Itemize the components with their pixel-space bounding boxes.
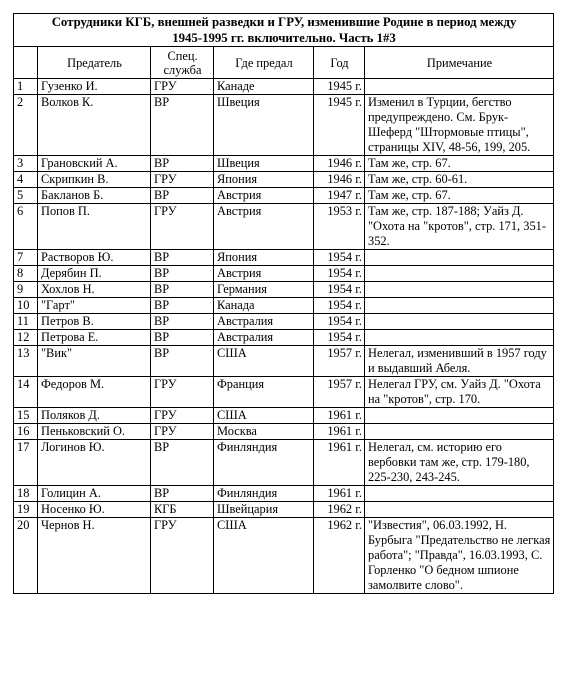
table-row bbox=[14, 204, 554, 250]
table-row bbox=[14, 440, 554, 486]
cell-service: ГРУ bbox=[151, 408, 214, 424]
cell-where: Москва bbox=[214, 424, 314, 440]
cell-year: 1962 г. bbox=[314, 502, 365, 518]
table-row bbox=[14, 95, 554, 156]
cell-number: 15 bbox=[14, 408, 38, 424]
cell-note: Там же, стр. 60-61. bbox=[365, 172, 554, 188]
cell-number: 2 bbox=[14, 95, 38, 156]
header-where: Где предал bbox=[214, 47, 314, 79]
table-title bbox=[14, 14, 554, 47]
cell-note bbox=[365, 250, 554, 266]
header-service-line-1: Спец. bbox=[167, 48, 198, 63]
cell-traitor: "Гарт" bbox=[38, 298, 151, 314]
cell-note bbox=[365, 79, 554, 95]
cell-service: ВР bbox=[151, 486, 214, 502]
table-row bbox=[14, 346, 554, 377]
title-line-1: Сотрудники КГБ, внешней разведки и ГРУ, изменившие Родине в период между bbox=[51, 15, 517, 29]
cell-year: 1953 г. bbox=[314, 204, 365, 250]
cell-number: 20 bbox=[14, 518, 38, 594]
cell-note bbox=[365, 282, 554, 298]
table-body bbox=[14, 79, 554, 594]
cell-service: ГРУ bbox=[151, 172, 214, 188]
table-row bbox=[14, 156, 554, 172]
cell-number: 11 bbox=[14, 314, 38, 330]
cell-number: 19 bbox=[14, 502, 38, 518]
cell-year: 1961 г. bbox=[314, 486, 365, 502]
cell-year: 1954 г. bbox=[314, 314, 365, 330]
table-row bbox=[14, 314, 554, 330]
table-row bbox=[14, 408, 554, 424]
header-service bbox=[151, 47, 214, 79]
cell-service: ВР bbox=[151, 156, 214, 172]
cell-number: 18 bbox=[14, 486, 38, 502]
cell-service: ВР bbox=[151, 282, 214, 298]
table-row bbox=[14, 298, 554, 314]
cell-note: "Известия", 06.03.1992, Н. Бурбыга "Предательство не легкая работа"; "Правда", 16.03.1993, С. Горленко "О бедном шпионе замолвите слово". bbox=[365, 518, 554, 594]
header-traitor: Предатель bbox=[38, 47, 151, 79]
cell-where: Австралия bbox=[214, 330, 314, 346]
cell-service: ВР bbox=[151, 330, 214, 346]
cell-where: Австрия bbox=[214, 204, 314, 250]
table-row bbox=[14, 377, 554, 408]
cell-service: ВР bbox=[151, 250, 214, 266]
cell-where: США bbox=[214, 408, 314, 424]
cell-where: Финляндия bbox=[214, 440, 314, 486]
cell-traitor: Пеньковский О. bbox=[38, 424, 151, 440]
cell-number: 4 bbox=[14, 172, 38, 188]
cell-year: 1947 г. bbox=[314, 188, 365, 204]
cell-service: КГБ bbox=[151, 502, 214, 518]
cell-number: 1 bbox=[14, 79, 38, 95]
cell-where: Япония bbox=[214, 250, 314, 266]
cell-traitor: Чернов Н. bbox=[38, 518, 151, 594]
cell-service: ВР bbox=[151, 314, 214, 330]
table-row bbox=[14, 424, 554, 440]
table-row bbox=[14, 250, 554, 266]
cell-number: 6 bbox=[14, 204, 38, 250]
cell-note: Нелегал ГРУ, см. Уайз Д. "Охота на "кротов", стр. 170. bbox=[365, 377, 554, 408]
table-row bbox=[14, 502, 554, 518]
cell-year: 1954 г. bbox=[314, 282, 365, 298]
cell-service: ГРУ bbox=[151, 424, 214, 440]
cell-service: ГРУ bbox=[151, 204, 214, 250]
cell-year: 1946 г. bbox=[314, 172, 365, 188]
cell-traitor: Поляков Д. bbox=[38, 408, 151, 424]
table-row bbox=[14, 266, 554, 282]
cell-traitor: Петрова Е. bbox=[38, 330, 151, 346]
cell-where: Япония bbox=[214, 172, 314, 188]
cell-number: 8 bbox=[14, 266, 38, 282]
cell-year: 1962 г. bbox=[314, 518, 365, 594]
header-number bbox=[14, 47, 38, 79]
cell-note: Там же, стр. 67. bbox=[365, 156, 554, 172]
cell-number: 9 bbox=[14, 282, 38, 298]
cell-traitor: Носенко Ю. bbox=[38, 502, 151, 518]
cell-where: США bbox=[214, 518, 314, 594]
cell-note bbox=[365, 486, 554, 502]
cell-traitor: Хохлов Н. bbox=[38, 282, 151, 298]
cell-where: Австрия bbox=[214, 188, 314, 204]
cell-number: 12 bbox=[14, 330, 38, 346]
table-row bbox=[14, 79, 554, 95]
cell-traitor: Петров В. bbox=[38, 314, 151, 330]
cell-number: 17 bbox=[14, 440, 38, 486]
cell-service: ВР bbox=[151, 95, 214, 156]
cell-where: Канаде bbox=[214, 79, 314, 95]
title-row bbox=[14, 14, 554, 47]
cell-year: 1961 г. bbox=[314, 408, 365, 424]
cell-where: Швеция bbox=[214, 156, 314, 172]
cell-number: 14 bbox=[14, 377, 38, 408]
header-year: Год bbox=[314, 47, 365, 79]
cell-service: ГРУ bbox=[151, 377, 214, 408]
cell-where: Франция bbox=[214, 377, 314, 408]
table-row bbox=[14, 188, 554, 204]
cell-year: 1946 г. bbox=[314, 156, 365, 172]
cell-note bbox=[365, 330, 554, 346]
cell-where: США bbox=[214, 346, 314, 377]
table-row bbox=[14, 486, 554, 502]
cell-number: 5 bbox=[14, 188, 38, 204]
cell-traitor: Попов П. bbox=[38, 204, 151, 250]
header-service-line-2: служба bbox=[163, 62, 202, 77]
cell-service: ГРУ bbox=[151, 79, 214, 95]
table-row bbox=[14, 172, 554, 188]
table-row bbox=[14, 330, 554, 346]
title-line-2: 1945-1995 гг. включительно. Часть 1#3 bbox=[172, 31, 396, 45]
cell-year: 1954 г. bbox=[314, 250, 365, 266]
cell-number: 13 bbox=[14, 346, 38, 377]
cell-note: Изменил в Турции, бегство предупреждено. См. Брук-Шеферд "Штормовые птицы", страницы XIV, 48-56, 199, 205. bbox=[365, 95, 554, 156]
cell-traitor: "Вик" bbox=[38, 346, 151, 377]
cell-year: 1954 г. bbox=[314, 298, 365, 314]
cell-year: 1954 г. bbox=[314, 330, 365, 346]
cell-where: Канада bbox=[214, 298, 314, 314]
cell-service: ГРУ bbox=[151, 518, 214, 594]
cell-note bbox=[365, 502, 554, 518]
cell-service: ВР bbox=[151, 346, 214, 377]
cell-year: 1954 г. bbox=[314, 266, 365, 282]
cell-note bbox=[365, 424, 554, 440]
cell-year: 1961 г. bbox=[314, 424, 365, 440]
cell-where: Финляндия bbox=[214, 486, 314, 502]
cell-traitor: Скрипкин В. bbox=[38, 172, 151, 188]
cell-traitor: Волков К. bbox=[38, 95, 151, 156]
cell-note: Там же, стр. 187-188; Уайз Д. "Охота на "кротов", стр. 171, 351-352. bbox=[365, 204, 554, 250]
cell-traitor: Бакланов Б. bbox=[38, 188, 151, 204]
table-row bbox=[14, 282, 554, 298]
cell-traitor: Федоров М. bbox=[38, 377, 151, 408]
cell-traitor: Растворов Ю. bbox=[38, 250, 151, 266]
cell-note bbox=[365, 314, 554, 330]
cell-year: 1957 г. bbox=[314, 377, 365, 408]
cell-number: 7 bbox=[14, 250, 38, 266]
cell-year: 1945 г. bbox=[314, 95, 365, 156]
cell-note: Там же, стр. 67. bbox=[365, 188, 554, 204]
table-row bbox=[14, 518, 554, 594]
cell-service: ВР bbox=[151, 298, 214, 314]
cell-traitor: Логинов Ю. bbox=[38, 440, 151, 486]
cell-year: 1945 г. bbox=[314, 79, 365, 95]
cell-number: 3 bbox=[14, 156, 38, 172]
cell-where: Австрия bbox=[214, 266, 314, 282]
cell-number: 16 bbox=[14, 424, 38, 440]
cell-year: 1961 г. bbox=[314, 440, 365, 486]
cell-number: 10 bbox=[14, 298, 38, 314]
cell-traitor: Голицин А. bbox=[38, 486, 151, 502]
cell-service: ВР bbox=[151, 266, 214, 282]
cell-note: Нелегал, см. историю его вербовки там же, стр. 179-180, 225-230, 243-245. bbox=[365, 440, 554, 486]
header-note: Примечание bbox=[365, 47, 554, 79]
traitors-table bbox=[13, 13, 554, 594]
cell-service: ВР bbox=[151, 440, 214, 486]
cell-note: Нелегал, изменивший в 1957 году и выдавший Абеля. bbox=[365, 346, 554, 377]
cell-where: Швейцария bbox=[214, 502, 314, 518]
cell-year: 1957 г. bbox=[314, 346, 365, 377]
cell-where: Швеция bbox=[214, 95, 314, 156]
cell-note bbox=[365, 266, 554, 282]
header-row bbox=[14, 47, 554, 79]
cell-traitor: Грановский А. bbox=[38, 156, 151, 172]
cell-note bbox=[365, 298, 554, 314]
cell-traitor: Дерябин П. bbox=[38, 266, 151, 282]
cell-where: Германия bbox=[214, 282, 314, 298]
cell-traitor: Гузенко И. bbox=[38, 79, 151, 95]
cell-service: ВР bbox=[151, 188, 214, 204]
cell-where: Австралия bbox=[214, 314, 314, 330]
cell-note bbox=[365, 408, 554, 424]
